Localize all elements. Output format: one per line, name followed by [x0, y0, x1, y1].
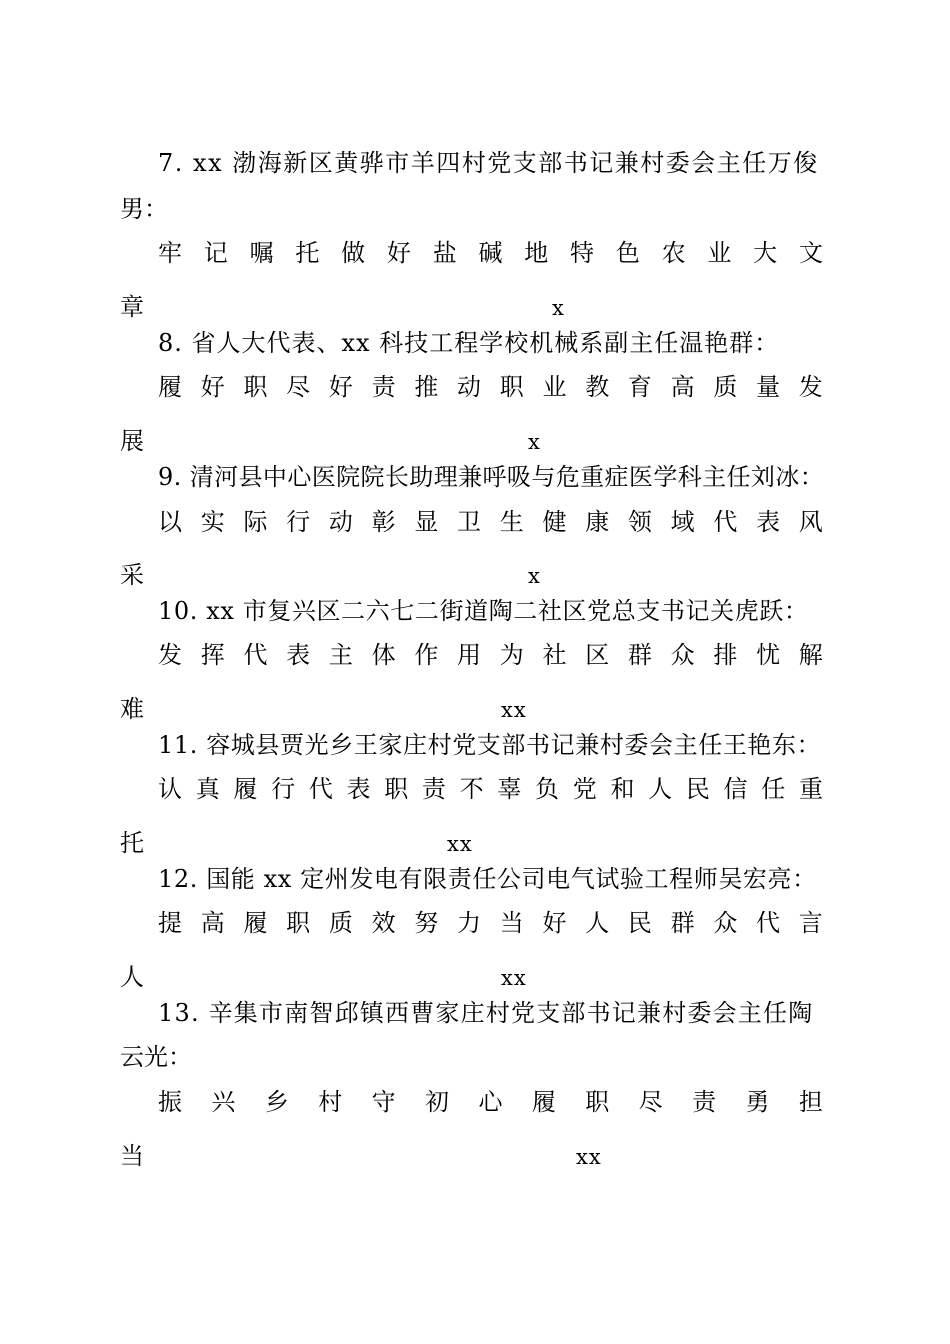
title-char: 民 — [685, 775, 710, 803]
title-char: 人 — [585, 909, 610, 937]
title-char: 责 — [421, 775, 446, 803]
title-char: 履 — [158, 373, 182, 401]
title-char: 生 — [499, 508, 524, 536]
title-char: 动 — [328, 508, 353, 536]
entry-9-title-tail: 采 — [120, 561, 144, 589]
title-char: 文 — [798, 239, 823, 267]
title-char: 兴 — [211, 1088, 236, 1116]
entry-7-heading-line-1 — [158, 146, 823, 180]
title-char: 健 — [542, 508, 567, 536]
entry-10-title-tail: 难 — [120, 695, 144, 723]
title-char: 高 — [670, 373, 695, 401]
entry-9-dot-leader — [144, 549, 528, 583]
title-char: 好 — [200, 373, 225, 401]
title-char: 当 — [499, 909, 524, 937]
title-char: 高 — [200, 909, 225, 937]
title-char: 好 — [328, 373, 353, 401]
entry-13-heading-line-1 — [158, 996, 823, 1030]
entry-10-heading-text: 10. xx 市复兴区二六七二街道陶二社区党总支书记关虎跃： — [158, 597, 809, 625]
title-char: 解 — [798, 641, 823, 669]
title-char: 和 — [610, 775, 635, 803]
title-char: 康 — [585, 508, 610, 536]
entry-13-title-line — [158, 1085, 823, 1119]
title-char: 好 — [386, 239, 411, 267]
title-char: 托 — [295, 239, 320, 267]
title-char: 言 — [798, 909, 823, 937]
title-char: 农 — [661, 239, 686, 267]
title-char: 特 — [570, 239, 595, 267]
title-char: 村 — [318, 1088, 343, 1116]
entry-9-title-line — [158, 505, 823, 539]
title-char: 力 — [457, 909, 482, 937]
title-char: 职 — [585, 1088, 610, 1116]
title-char: 盐 — [432, 239, 457, 267]
title-char: 领 — [627, 508, 652, 536]
entry-7-title-line — [158, 236, 823, 270]
entry-12-heading-text: 12. 国能 xx 定州发电有限责任公司电气试验工程师吴宏亮： — [158, 865, 817, 893]
entry-10-heading-line-1 — [158, 594, 823, 628]
entry-11-page-number: xx — [447, 832, 473, 856]
title-char: 表 — [756, 508, 781, 536]
title-char: 彰 — [371, 508, 396, 536]
entry-13-dot-leader — [144, 1130, 576, 1164]
title-char: 业 — [707, 239, 732, 267]
title-char: 业 — [542, 373, 567, 401]
title-char: 质 — [328, 909, 353, 937]
title-char: 质 — [713, 373, 738, 401]
title-char: 体 — [371, 641, 396, 669]
entry-11-leader-line — [120, 817, 823, 857]
title-char: 众 — [713, 909, 738, 937]
entry-10-leader-line — [120, 683, 823, 723]
entry-11-title-tail: 托 — [120, 829, 144, 857]
title-char: 动 — [457, 373, 482, 401]
title-char: 风 — [798, 508, 823, 536]
title-char: 守 — [371, 1088, 396, 1116]
title-char: 记 — [203, 239, 228, 267]
title-char: 尽 — [286, 373, 311, 401]
title-char: 表 — [346, 775, 371, 803]
entry-8-heading-line-1 — [158, 326, 823, 360]
title-char: 党 — [572, 775, 597, 803]
title-char: 发 — [798, 373, 823, 401]
title-char: 代 — [756, 909, 781, 937]
title-char: 人 — [648, 775, 673, 803]
title-char: 碱 — [478, 239, 503, 267]
entry-13-heading-line-2 — [120, 1040, 823, 1074]
title-char: 重 — [798, 775, 823, 803]
entry-11-heading-text: 11. 容城县贾光乡王家庄村党支部书记兼村委会主任王艳东： — [158, 731, 822, 759]
entry-8-heading-text: 8. 省人大代表、xx 科技工程学校机械系副主任温艳群： — [158, 329, 780, 357]
title-char: 不 — [459, 775, 484, 803]
entry-7-leader-line — [120, 281, 823, 321]
entry-8-dot-leader — [144, 415, 528, 449]
title-char: 代 — [243, 641, 268, 669]
title-char: 责 — [692, 1088, 717, 1116]
title-char: 作 — [414, 641, 439, 669]
entry-8-page-number: x — [528, 430, 541, 454]
entry-10-page-number: xx — [501, 698, 527, 722]
entry-8-title-tail: 展 — [120, 427, 144, 455]
entry-9-leader-line — [120, 549, 823, 589]
entry-12-title-tail: 人 — [120, 963, 144, 991]
title-char: 真 — [195, 775, 220, 803]
entry-13-page-number: xx — [576, 1145, 602, 1169]
entry-12-title-line — [158, 906, 823, 940]
title-char: 为 — [499, 641, 524, 669]
title-char: 用 — [457, 641, 482, 669]
title-char: 履 — [531, 1088, 556, 1116]
title-char: 挥 — [200, 641, 225, 669]
title-char: 卫 — [457, 508, 482, 536]
title-char: 心 — [478, 1088, 503, 1116]
title-char: 忧 — [756, 641, 781, 669]
entry-7-title-tail: 章 — [120, 293, 144, 321]
title-char: 民 — [627, 909, 652, 937]
title-char: 提 — [158, 909, 182, 937]
title-char: 职 — [243, 373, 268, 401]
entry-11-title-line — [158, 772, 823, 806]
title-char: 域 — [670, 508, 695, 536]
title-char: 做 — [341, 239, 366, 267]
title-char: 勇 — [745, 1088, 770, 1116]
title-char: 辜 — [497, 775, 522, 803]
entry-13-title-tail: 当 — [120, 1142, 144, 1170]
title-char: 职 — [499, 373, 524, 401]
title-char: 教 — [585, 373, 610, 401]
title-char: 行 — [271, 775, 296, 803]
entry-9-heading-text: 9. 清河县中心医院院长助理兼呼吸与危重症医学科主任刘冰： — [158, 463, 825, 491]
title-char: 大 — [753, 239, 778, 267]
title-char: 效 — [371, 909, 396, 937]
entry-13-heading-text: 13. 辛集市南智邱镇西曹家庄村党支部书记兼村委会主任陶 — [158, 999, 814, 1027]
entry-12-dot-leader — [144, 951, 501, 985]
title-char: 嘱 — [249, 239, 274, 267]
title-char: 主 — [328, 641, 353, 669]
entry-8-title-line — [158, 370, 823, 404]
entry-7-heading-text: 7. xx 渤海新区黄骅市羊四村党支部书记兼村委会主任万俊 — [158, 149, 819, 177]
title-char: 发 — [158, 641, 182, 669]
entry-7-page-number: x — [552, 296, 565, 320]
title-char: 育 — [627, 373, 652, 401]
title-char: 显 — [414, 508, 439, 536]
title-char: 初 — [425, 1088, 450, 1116]
title-char: 以 — [158, 508, 182, 536]
entry-11-dot-leader — [144, 817, 447, 851]
title-char: 履 — [233, 775, 258, 803]
entry-7-heading-cont: 男： — [120, 195, 168, 223]
entry-7-dot-leader — [144, 281, 552, 315]
title-char: 乡 — [264, 1088, 289, 1116]
entry-10-title-line — [158, 638, 823, 672]
entry-10-dot-leader — [144, 683, 501, 717]
title-char: 色 — [615, 239, 640, 267]
title-char: 好 — [542, 909, 567, 937]
title-char: 认 — [158, 775, 182, 803]
title-char: 任 — [761, 775, 786, 803]
title-char: 代 — [713, 508, 738, 536]
title-char: 量 — [756, 373, 781, 401]
entry-13-leader-line — [120, 1130, 823, 1170]
title-char: 担 — [798, 1088, 823, 1116]
title-char: 表 — [286, 641, 311, 669]
title-char: 区 — [585, 641, 610, 669]
entry-12-heading-line-1 — [158, 862, 823, 896]
title-char: 众 — [670, 641, 695, 669]
entry-11-heading-line-1 — [158, 728, 823, 762]
title-char: 负 — [535, 775, 560, 803]
title-char: 代 — [308, 775, 333, 803]
title-char: 责 — [371, 373, 396, 401]
title-char: 牢 — [158, 239, 182, 267]
title-char: 际 — [243, 508, 268, 536]
title-char: 排 — [713, 641, 738, 669]
title-char: 努 — [414, 909, 439, 937]
entry-8-leader-line — [120, 415, 823, 455]
title-char: 振 — [158, 1088, 182, 1116]
title-char: 信 — [723, 775, 748, 803]
entry-12-leader-line — [120, 951, 823, 991]
entry-9-heading-line-1 — [158, 460, 823, 494]
title-char: 职 — [384, 775, 409, 803]
entry-9-page-number: x — [528, 564, 541, 588]
title-char: 职 — [286, 909, 311, 937]
title-char: 尽 — [638, 1088, 663, 1116]
entry-7-heading-line-2 — [120, 192, 823, 226]
entry-12-page-number: xx — [501, 966, 527, 990]
title-char: 行 — [286, 508, 311, 536]
title-char: 群 — [670, 909, 695, 937]
title-char: 履 — [243, 909, 268, 937]
entry-13-heading-cont: 云光： — [120, 1043, 192, 1071]
title-char: 社 — [542, 641, 567, 669]
title-char: 推 — [414, 373, 439, 401]
title-char: 地 — [524, 239, 549, 267]
title-char: 实 — [200, 508, 225, 536]
title-char: 群 — [627, 641, 652, 669]
